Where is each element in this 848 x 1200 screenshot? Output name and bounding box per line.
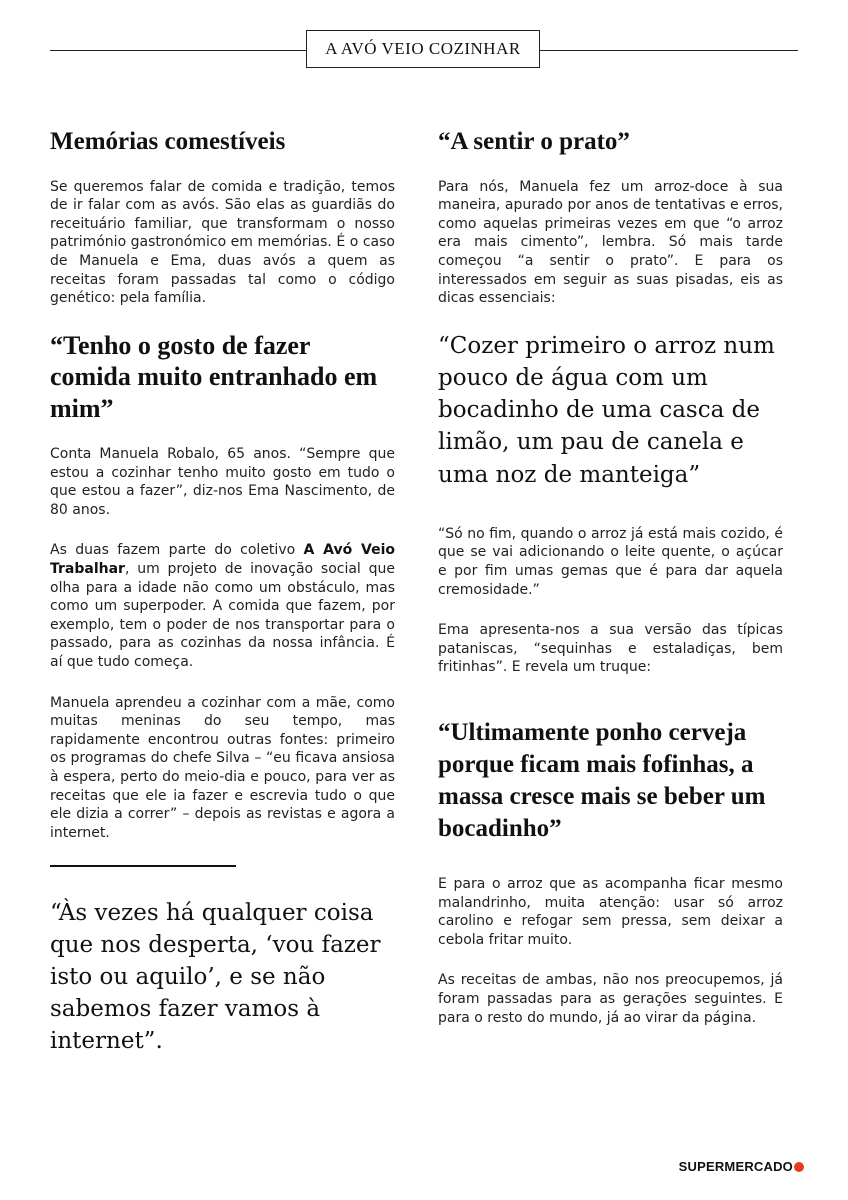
paragraph-malandrinho: E para o arroz que as acompanha ficar mesmo malandrinho, muita atenção: usar só arroz carolino e refogar sem pressa, sem deixar a cebola fritar muito.: [438, 875, 783, 948]
paragraph-geracoes: As receitas de ambas, não nos preocupemos, já foram passadas para as gerações seguintes. E para o resto do mundo, já ao virar da página.: [438, 972, 783, 1026]
paragraph-coletivo: As duas fazem parte do coletivo A Avó Veio Trabalhar, um projeto de inovação social que olha para a idade não como um obstáculo, mas como um superpoder. A comida que fazem, por exemplo, tem o poder de nos transportar para o passado, para as cozinhas da nossa infância. É aí que tudo começa.: [50, 542, 395, 671]
project-name: A Avó Veio Trabalhar: [50, 542, 395, 577]
section-title: A AVÓ VEIO COZINHAR: [325, 39, 521, 58]
paragraph-manuela: Conta Manuela Robalo, 65 anos. “Sempre que estou a cozinhar tenho muito gosto em tudo o que estou a fazer”, diz-nos Ema Nascimento, de 80 anos.: [50, 445, 395, 518]
tomato-icon: [794, 1162, 804, 1172]
heading-memorias: Memórias comestíveis: [50, 128, 286, 155]
pull-quote-internet: “Às vezes há qualquer coisa que nos desperta, ‘vou fazer isto ou aquilo’, e se não sabemos fazer vamos à internet”.: [50, 899, 381, 1055]
header-rule-left: [50, 50, 306, 51]
brand-logo: SUPERMERCADO: [679, 1159, 804, 1174]
paragraph-intro: Se queremos falar de comida e tradição, temos de ir falar com as avós. São elas as guardiãs do receituário familiar, que transformam o nosso património gastronómico em memórias. É o caso de Manuela e Ema, duas avós a quem as receitas foram passadas tal como o código genético: pela família.: [50, 178, 395, 307]
paragraph-pataniscas: Ema apresenta-nos a sua versão das típicas pataniscas, “sequinhas e estaladiças, bem fritinhas”. E revela um truque:: [438, 622, 783, 676]
section-title-box: [306, 30, 540, 68]
quote-divider: [50, 865, 236, 867]
heading-cerveja: “Ultimamente ponho cerveja porque ficam mais fofinhas, a massa cresce mais se beber um bocadinho”: [438, 718, 766, 842]
paragraph-aprendeu: Manuela aprendeu a cozinhar com a mãe, como muitas meninas do seu tempo, mas rapidamente encontrou outras fontes: primeiro os programas do chefe Silva – “eu ficava ansiosa à espera, perto do meio-dia e pouco, para ver as receitas que ele ia fazer e escrevia tudo o que ele dizia a correr” – depois as revistas e agora a internet.: [50, 694, 395, 841]
left-column: [50, 128, 395, 1057]
right-column: [438, 128, 783, 1049]
heading-sentir-prato: “A sentir o prato”: [438, 128, 630, 155]
pull-quote-arroz: “Cozer primeiro o arroz num pouco de água com um bocadinho de uma casca de limão, um pau de canela e uma noz de manteiga”: [438, 332, 775, 488]
header-rule-right: [540, 50, 798, 51]
paragraph-arroz-doce: Para nós, Manuela fez um arroz-doce à sua maneira, apurado por anos de tentativas e erros, como aquelas primeiras vezes em que “o arroz era mais cimento”, lembra. Só mais tarde começou “a sentir o prato”. E para os interessados em seguir as suas pisadas, eis as dicas essenciais:: [438, 178, 783, 307]
heading-gosto: “Tenho o gosto de fazer comida muito entranhado em mim”: [50, 330, 378, 424]
paragraph-leite: “Só no fim, quando o arroz já está mais cozido, é que se vai adicionando o leite quente, o açúcar e por fim umas gemas que é para dar aquela cremosidade.”: [438, 525, 783, 598]
